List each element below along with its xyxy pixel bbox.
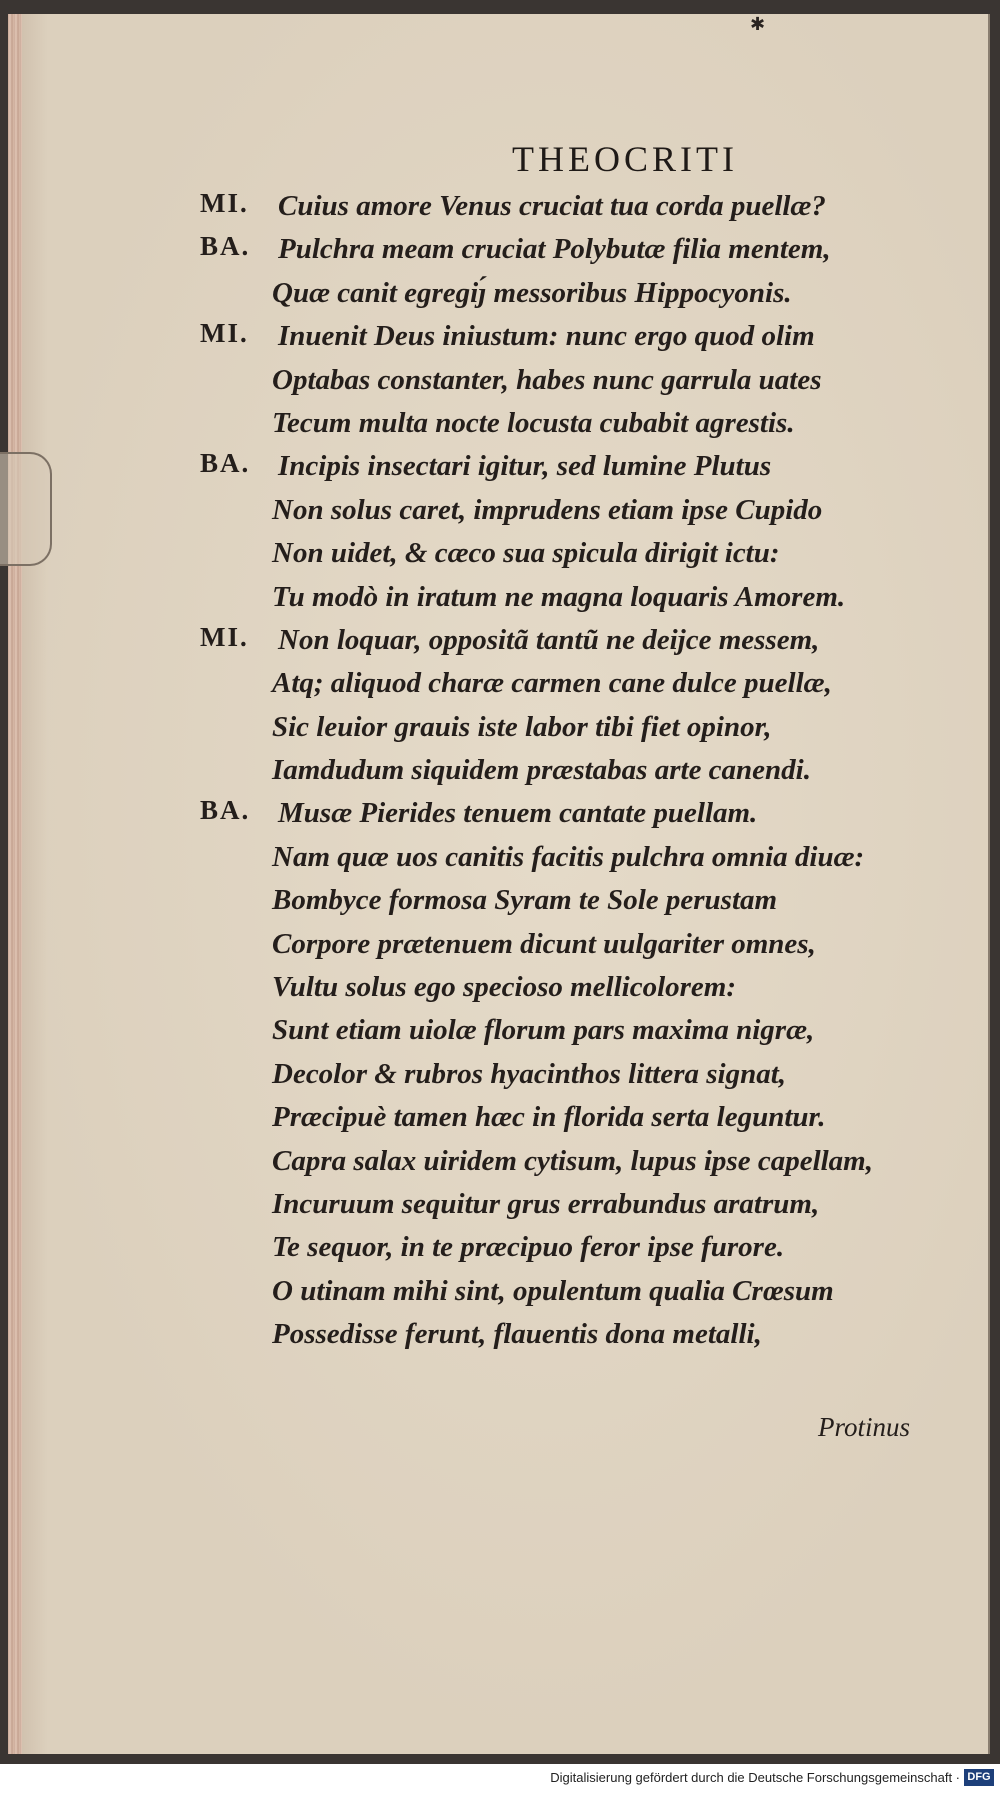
verse-line-text: Te sequor, in te præcipuo feror ipse furore. [272,1231,785,1264]
verse-line [0,581,1000,624]
verse-line [0,1275,1000,1318]
verse-line [0,494,1000,537]
verse-line-text: Quæ canit egregiȷ́ messoribus Hippocyonis. [272,276,792,309]
verse-line [0,1014,1000,1057]
verse-line [0,277,1000,320]
speaker-label: BA. [200,448,251,479]
footer-credit: Digitalisierung gefördert durch die Deutsche Forschungsgemeinschaft · [550,1770,960,1785]
verse-line [0,884,1000,927]
verse-line [0,190,1000,233]
verse-line-text: Atq; aliquod charæ carmen cane dulce puellæ, [272,667,832,700]
verse-line-text: Præcipuè tamen hæc in florida serta leguntur. [272,1101,826,1134]
verse-line [0,711,1000,754]
verse-line [0,450,1000,493]
verse-line-text: Non solus caret, imprudens etiam ipse Cupido [272,493,823,526]
verse-line-text: Inuenit Deus iniustum: nunc ergo quod olim [278,320,815,353]
verse-line-text: Nam quæ uos canitis facitis pulchra omnia diuæ: [272,840,865,873]
verse-line [0,1318,1000,1361]
verse-line [0,364,1000,407]
verse-line-text: Incipis insectari igitur, sed lumine Plutus [278,450,772,483]
verse-line [0,841,1000,884]
speaker-label: BA. [200,795,251,826]
verse-line-text: Iamdudum siquidem præstabas arte canendi. [272,754,811,787]
verse-line-text: Corpore prætenuem dicunt uulgariter omnes, [272,927,816,960]
running-title: THEOCRITI [512,139,738,179]
speaker-label: MI. [200,621,249,652]
verse-line-text: Non uidet, & cæco sua spicula dirigit ictu: [272,537,780,570]
footer-bar [0,1764,1000,1793]
verse-line [0,320,1000,363]
verse-line-text: Sic leuior grauis iste labor tibi fiet opinor, [272,710,772,743]
verse-line [0,928,1000,971]
verse-line-text: Sunt etiam uiolæ florum pars maxima nigræ, [272,1014,815,1047]
dfg-logo: DFG [964,1769,994,1786]
verse-line-text: Decolor & rubros hyacinthos littera signat, [272,1057,787,1090]
verse-line [0,1231,1000,1274]
verse-line [0,971,1000,1014]
verse-line [0,1145,1000,1188]
verse-line-text: Capra salax uiridem cytisum, lupus ipse capellam, [272,1144,873,1177]
verse-line-text: Vultu solus ego specioso mellicolorem: [272,971,737,1004]
verse-line-text: Musæ Pierides tenuem cantate puellam. [278,797,758,830]
verse-line [0,1058,1000,1101]
verse-line-text: Tu modò in iratum ne magna loquaris Amorem. [272,580,846,613]
verse-line [0,233,1000,276]
verse-line [0,1188,1000,1231]
verse-line [0,1101,1000,1144]
verse-line-text: Non loquar, oppositã tantũ ne deijce messem, [278,623,820,656]
verse-line [0,621,1000,667]
speaker-label: MI. [200,318,249,349]
verse-line [0,407,1000,450]
ink-mark-icon: ✱ [750,14,766,35]
verse-line-text: Bombyce formosa Syram te Sole perustam [272,884,778,917]
verse-line [0,537,1000,580]
verse-line-text: Incuruum sequitur grus errabundus aratrum, [272,1187,820,1220]
verse-line [0,754,1000,797]
verse-line-text: Cuius amore Venus cruciat tua corda puellæ? [278,190,826,222]
verse-text [0,190,1000,1362]
speaker-label: BA. [200,231,251,262]
verse-line-text: Pulchra meam cruciat Polybutæ filia mentem, [278,233,831,266]
verse-line-text: Possedisse ferunt, flauentis dona metalli, [272,1318,762,1351]
verse-line [0,667,1000,710]
verse-line-text: Optabas constanter, habes nunc garrula uates [272,363,822,396]
verse-line [0,797,1000,840]
verse-line-text: O utinam mihi sint, opulentum qualia Crœsum [272,1274,834,1307]
speaker-label: MI. [200,188,249,218]
verse-line-text: Tecum multa nocte locusta cubabit agrestis. [272,406,795,439]
catchword: Protinus [818,1412,911,1442]
